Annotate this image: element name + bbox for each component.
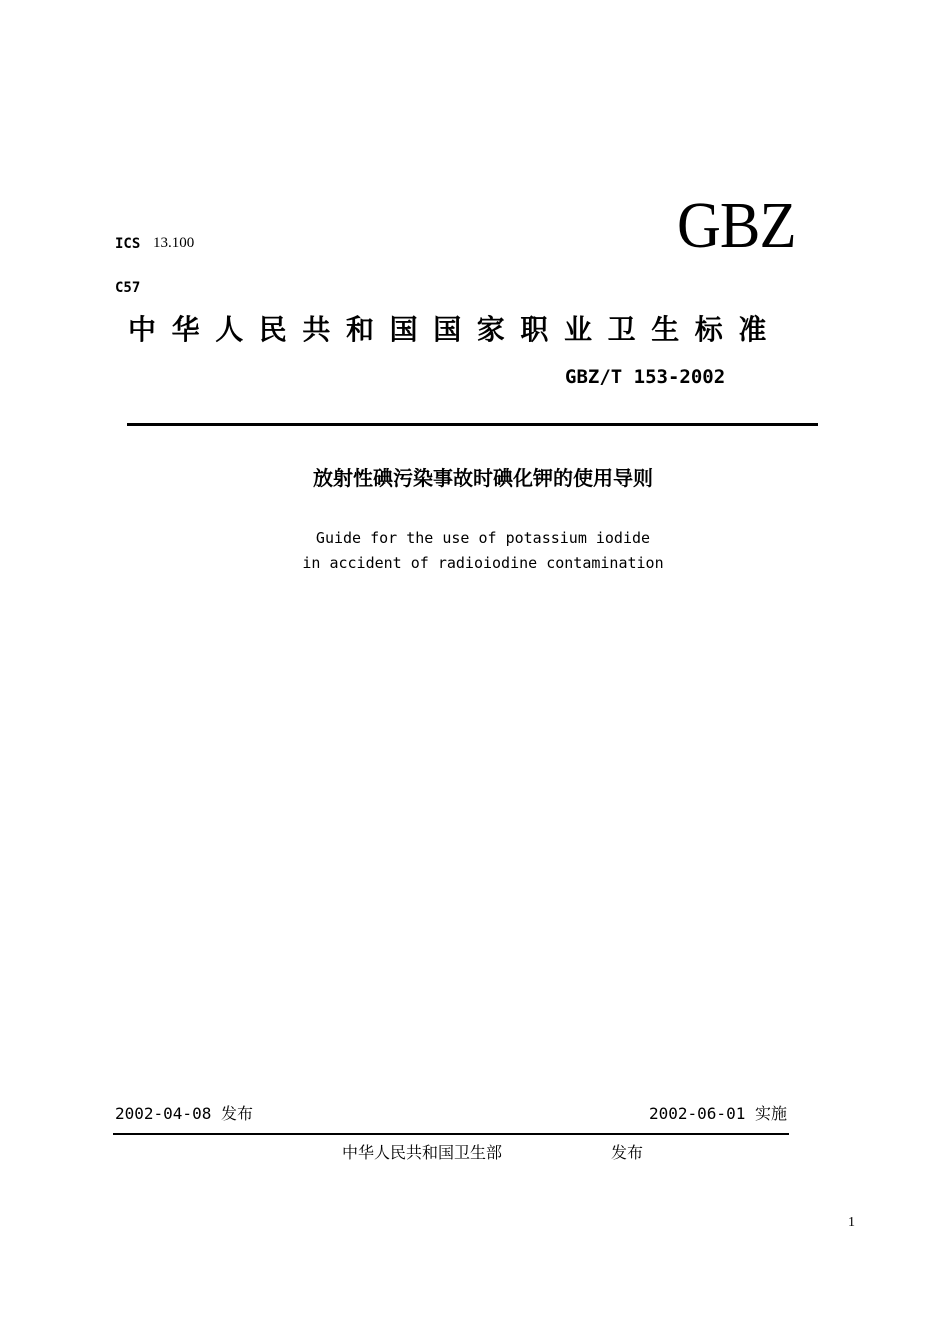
gbz-logo: GBZ	[677, 189, 796, 262]
publisher: 中华人民共和国卫生部	[342, 1143, 503, 1162]
document-title-cn: 放射性碘污染事故时碘化钾的使用导则	[313, 466, 653, 490]
top-divider	[127, 423, 818, 426]
issue-date: 2002-04-08 发布	[115, 1104, 253, 1123]
ics-label: ICS	[115, 236, 141, 252]
document-title-en-line1: Guide for the use of potassium iodide	[315, 529, 651, 547]
document-title-en-line2: in accident of radioiodine contamination	[302, 554, 664, 572]
ics-code: 13.100	[153, 235, 195, 251]
bottom-divider	[113, 1133, 789, 1135]
standard-number: GBZ/T 153-2002	[565, 366, 726, 388]
implementation-date: 2002-06-01 实施	[649, 1104, 787, 1123]
standard-title: 中华人民共和国国家职业卫生标准	[128, 313, 783, 346]
publish-label: 发布	[611, 1143, 644, 1162]
page-number: 1	[848, 1215, 855, 1230]
ccs-code: C57	[115, 280, 141, 296]
